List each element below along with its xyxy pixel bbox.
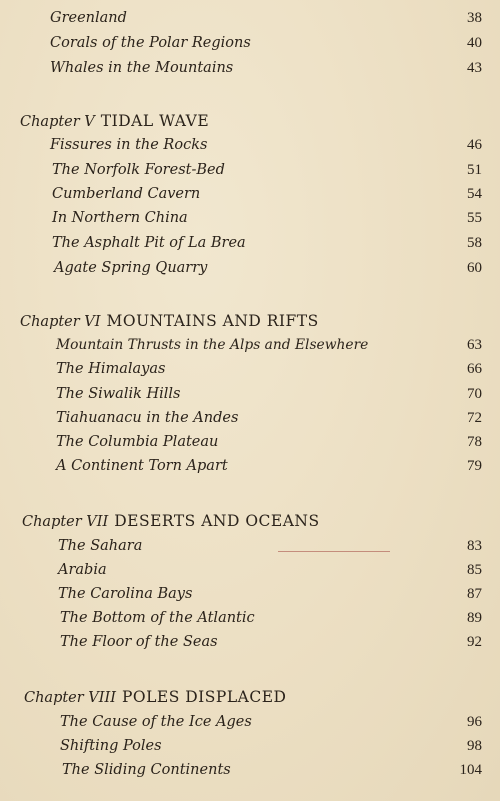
entry-page-number: 72: [467, 410, 482, 426]
toc-entry: [0, 210, 500, 234]
entry-title: Fissures in the Rocks: [50, 137, 208, 153]
entry-title: A Continent Torn Apart: [56, 458, 228, 474]
entry-title: The Asphalt Pit of La Brea: [52, 235, 246, 251]
chapter-label: [22, 512, 320, 530]
toc-entry: [0, 386, 500, 410]
toc-entry: [0, 60, 500, 84]
entry-page-number: 66: [467, 361, 482, 377]
toc-entry: [0, 410, 500, 434]
entry-page-number: 85: [467, 562, 482, 578]
entry-page-number: 79: [467, 458, 482, 474]
entry-title: Shifting Poles: [60, 738, 162, 754]
toc-entry: [0, 137, 500, 161]
entry-title: The Cause of the Ice Ages: [60, 714, 252, 730]
toc-entry: [0, 337, 500, 361]
entry-page-number: 92: [467, 634, 482, 650]
chapter-title: POLES DISPLACED: [121, 688, 287, 706]
toc-entry: [0, 562, 500, 586]
entry-title: The Sliding Continents: [62, 762, 231, 778]
chapter-label: [20, 312, 319, 330]
chapter-number: Chapter VI: [20, 314, 101, 330]
entry-page-number: 98: [467, 738, 482, 754]
chapter-heading: [0, 112, 500, 136]
entry-page-number: 40: [467, 35, 482, 51]
entry-title: The Bottom of the Atlantic: [60, 610, 255, 626]
toc-entry: [0, 458, 500, 482]
toc-entry: [0, 434, 500, 458]
toc-entry: [0, 634, 500, 658]
toc-entry: [0, 235, 500, 259]
entry-page-number: 89: [467, 610, 482, 626]
chapter-number: Chapter VIII: [24, 690, 116, 706]
chapter-number: Chapter VII: [22, 514, 109, 530]
toc-entry: [0, 586, 500, 610]
toc-entry: [0, 762, 500, 786]
entry-page-number: 87: [467, 586, 482, 602]
entry-title: The Carolina Bays: [58, 586, 193, 602]
ink-mark: [278, 551, 390, 552]
chapter-heading: [0, 312, 500, 336]
entry-page-number: 55: [467, 210, 482, 226]
entry-title: Greenland: [50, 10, 127, 26]
entry-title: The Floor of the Seas: [60, 634, 218, 650]
entry-title: The Himalayas: [56, 361, 166, 377]
entry-page-number: 70: [467, 386, 482, 402]
chapter-heading: [0, 688, 500, 712]
entry-title: The Norfolk Forest-Bed: [52, 162, 225, 178]
entry-page-number: 54: [467, 186, 482, 202]
entry-page-number: 51: [467, 162, 482, 178]
toc-entry: [0, 538, 500, 562]
entry-page-number: 96: [467, 714, 482, 730]
chapter-title: TIDAL WAVE: [100, 112, 210, 130]
entry-title: The Columbia Plateau: [56, 434, 219, 450]
toc-entry: [0, 610, 500, 634]
entry-page-number: 38: [467, 10, 482, 26]
toc-entry: [0, 714, 500, 738]
toc-entry: [0, 10, 500, 34]
chapter-title: MOUNTAINS AND RIFTS: [106, 312, 319, 330]
entry-title: Tiahuanacu in the Andes: [56, 410, 239, 426]
chapter-title: DESERTS AND OCEANS: [114, 512, 320, 530]
toc-entry: [0, 738, 500, 762]
entry-page-number: 78: [467, 434, 482, 450]
entry-title: Mountain Thrusts in the Alps and Elsewhere: [56, 337, 369, 353]
entry-page-number: 60: [467, 260, 482, 276]
entry-page-number: 104: [459, 762, 482, 778]
toc-entry: [0, 162, 500, 186]
entry-page-number: 83: [467, 538, 482, 554]
entry-title: Agate Spring Quarry: [54, 260, 208, 276]
toc-entry: [0, 361, 500, 385]
chapter-heading: [0, 512, 500, 536]
entry-page-number: 63: [467, 337, 482, 353]
entry-page-number: 43: [467, 60, 482, 76]
entry-title: The Sahara: [58, 538, 143, 554]
entry-title: Cumberland Cavern: [52, 186, 201, 202]
entry-title: Corals of the Polar Regions: [50, 35, 251, 51]
toc-entry: [0, 260, 500, 284]
entry-title: Arabia: [58, 562, 107, 578]
toc-entry: [0, 186, 500, 210]
entry-page-number: 46: [467, 137, 482, 153]
chapter-number: Chapter V: [20, 114, 95, 130]
entry-title: In Northern China: [52, 210, 188, 226]
entry-page-number: 58: [467, 235, 482, 251]
chapter-label: [20, 112, 209, 130]
toc-entry: [0, 35, 500, 59]
entry-title: The Siwalik Hills: [56, 386, 181, 402]
chapter-label: [24, 688, 286, 706]
entry-title: Whales in the Mountains: [50, 60, 234, 76]
